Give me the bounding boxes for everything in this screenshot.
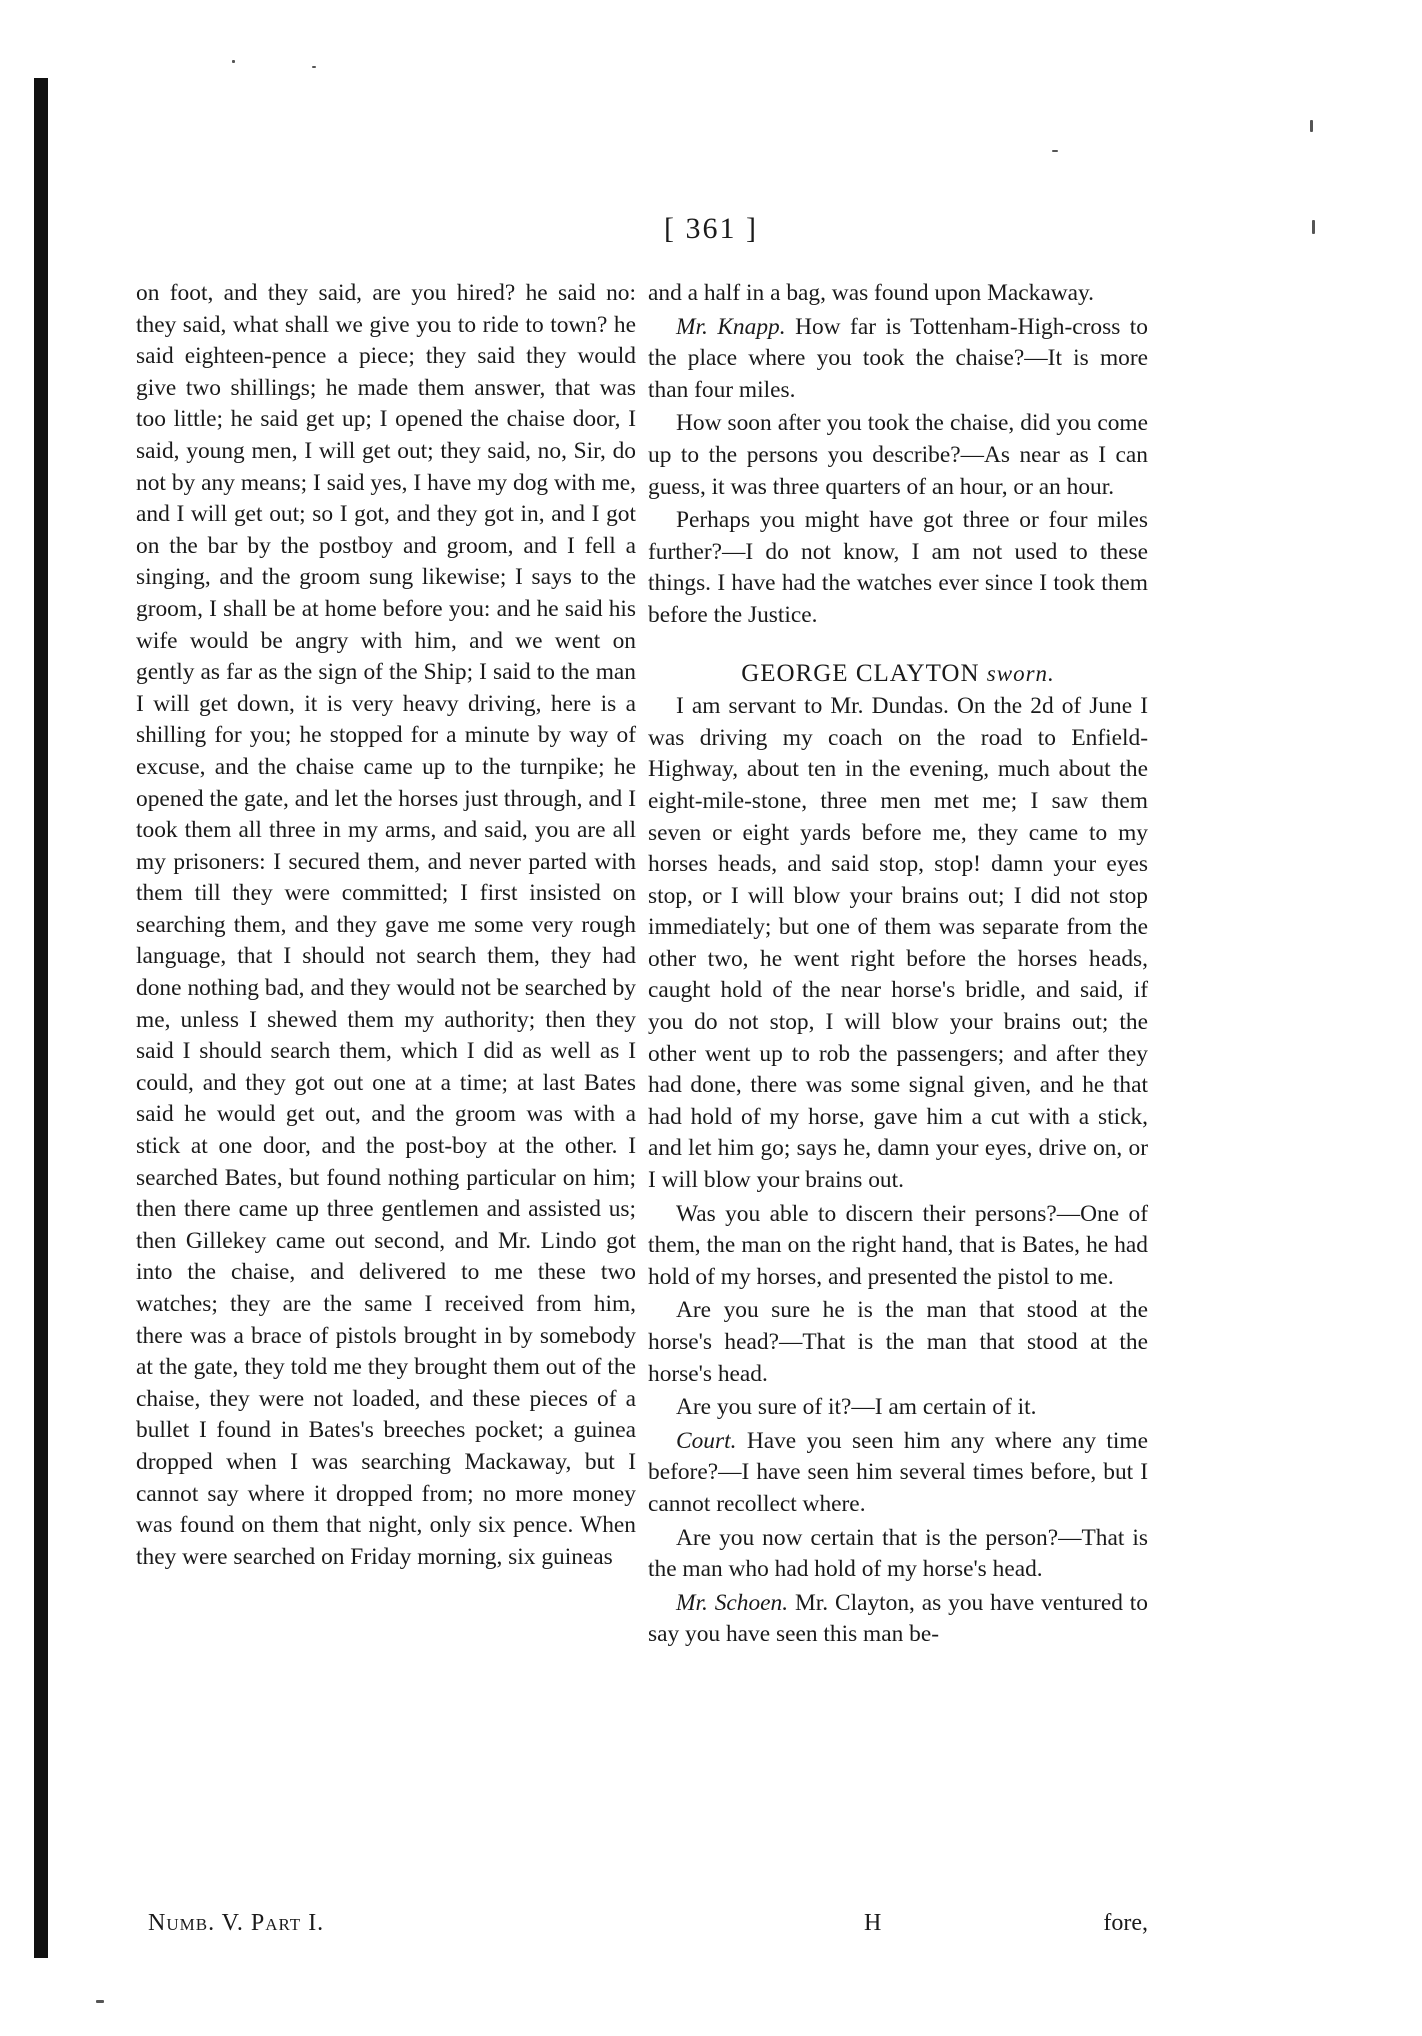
examination-paragraph bbox=[648, 1588, 1148, 1651]
scan-speck bbox=[96, 2000, 104, 2003]
examination-paragraph bbox=[648, 312, 1148, 407]
examination-text: Mr. Clayton, as you have ventured to say you have seen this man be- bbox=[648, 1589, 1148, 1648]
examination-paragraph: Are you sure he is the man that stood at the horse's head?—That is the man that stood at the horse's head. bbox=[648, 1297, 1148, 1387]
scan-speck bbox=[1310, 120, 1313, 132]
examination-text: How far is Tottenham-High-cross to the place where you took the chaise?—It is more than four miles. bbox=[648, 313, 1148, 403]
right-column bbox=[648, 278, 1148, 1651]
testimony-paragraph: I am servant to Mr. Dundas. On the 2d of June I was driving my coach on the road to Enfield-Highway, about ten in the evening, much about the eight-mile-stone, three men met me; I saw them seven or eight yards before me, they came to my horses heads, and said stop, stop! damn your eyes stop, or I will blow your brains out; I did not stop immediately; but one of them was separate from the other two, he went right before the horses heads, caught hold of the near horse's bridle, and said, if you do not stop, I will blow your brains out; the other went up to rob the passengers; and after they had done, there was some signal given, and he that had hold of my horse, gave him a cut with a stick, and let him go; says he, damn your eyes, drive on, or I will blow your brains out. bbox=[648, 693, 1148, 1194]
speaker-name: Mr. Schoen. bbox=[676, 1589, 789, 1616]
body-paragraph: on foot, and they said, are you hired? he said no: they said, what shall we give you to ride to town? he said eighteen-pence a piece; they said they would give two shillings; he made them answer, that was too little; he said get up; I opened the chaise door, I said, young men, I will get out; they said, no, Sir, do not by any means; I said yes, I have my dog with me, and I will get out; so I got, and they got in, and I got on the bar by the postboy and groom, and I fell a singing, and the groom sung likewise; I says to the groom, I shall be at home before you: and he said his wife would be angry with him, and we went on gently as far as the sign of the Ship; I said to the man I will get down, it is very heavy driving, here is a shilling for you; he stopped for a minute by way of excuse, and the chaise came up to the turnpike; he opened the gate, and let the horses just through, and I took them all three in my arms, and said, you are all my prisoners: I secured them, and never parted with them till they were committed; I first insisted on searching them, and they gave me some very rough language, that I should not search them, they had done nothing bad, and they would not be searched by me, unless I shewed them my authority; then they said I should search them, which I did as well as I could, and they got out one at a time; at last Bates said he would get out, and the groom was with a stick at one door, and the post-boy at the other. I searched Bates, but found nothing particular on him; then there came up three gentlemen and assisted us; then Gillekey came out second, and Mr. Lindo got into the chaise, and delivered to me these two watches; they are the same I received from him, there was a brace of pistols brought in by somebody at the gate, they told me they brought them out of the chaise, they were not loaded, and these pieces of a bullet I found in Bates's breeches pocket; a guinea dropped when I was searching Mackaway, but I cannot say where it dropped from; no more money was found on them that night, only six pence. When they were searched on Friday morning, six guineas bbox=[136, 280, 636, 1570]
witness-name: GEORGE CLAYTON bbox=[741, 659, 980, 687]
witness-heading bbox=[648, 658, 1148, 690]
speaker-name: Mr. Knapp. bbox=[676, 313, 786, 340]
examination-text: Have you seen him any where any time before?—I have seen him several times before, but I cannot recollect where. bbox=[648, 1427, 1148, 1517]
catchword: fore, bbox=[1103, 1910, 1148, 1936]
scan-speck bbox=[1052, 150, 1058, 152]
speaker-name: Court. bbox=[676, 1427, 737, 1454]
examination-paragraph: Perhaps you might have got three or four miles further?—I do not know, I am not used to these things. I have had the watches ever since I took them before the Justice. bbox=[648, 507, 1148, 628]
examination-paragraph: Was you able to discern their persons?—One of them, the man on the right hand, that is Bates, he had hold of my horses, and presented the pistol to me. bbox=[648, 1200, 1148, 1290]
examination-paragraph: Are you now certain that is the person?—That is the man who had hold of my horse's head. bbox=[648, 1524, 1148, 1583]
page-number: [ 361 ] bbox=[664, 212, 758, 245]
body-paragraph: and a half in a bag, was found upon Mackaway. bbox=[648, 280, 1095, 306]
scan-speck bbox=[232, 60, 235, 63]
scan-speck bbox=[312, 66, 316, 68]
witness-sworn: sworn. bbox=[986, 660, 1055, 686]
binding-shadow bbox=[34, 78, 48, 1958]
left-column bbox=[136, 278, 636, 1573]
examination-paragraph bbox=[648, 1426, 1148, 1521]
examination-paragraph: How soon after you took the chaise, did you come up to the persons you describe?—As near as I can guess, it was three quarters of an hour, or an hour. bbox=[648, 410, 1148, 500]
sheet-mark: H bbox=[864, 1910, 882, 1936]
signature-line: Numb. V. Part I. bbox=[148, 1910, 325, 1936]
examination-paragraph: Are you sure of it?—I am certain of it. bbox=[676, 1394, 1037, 1421]
